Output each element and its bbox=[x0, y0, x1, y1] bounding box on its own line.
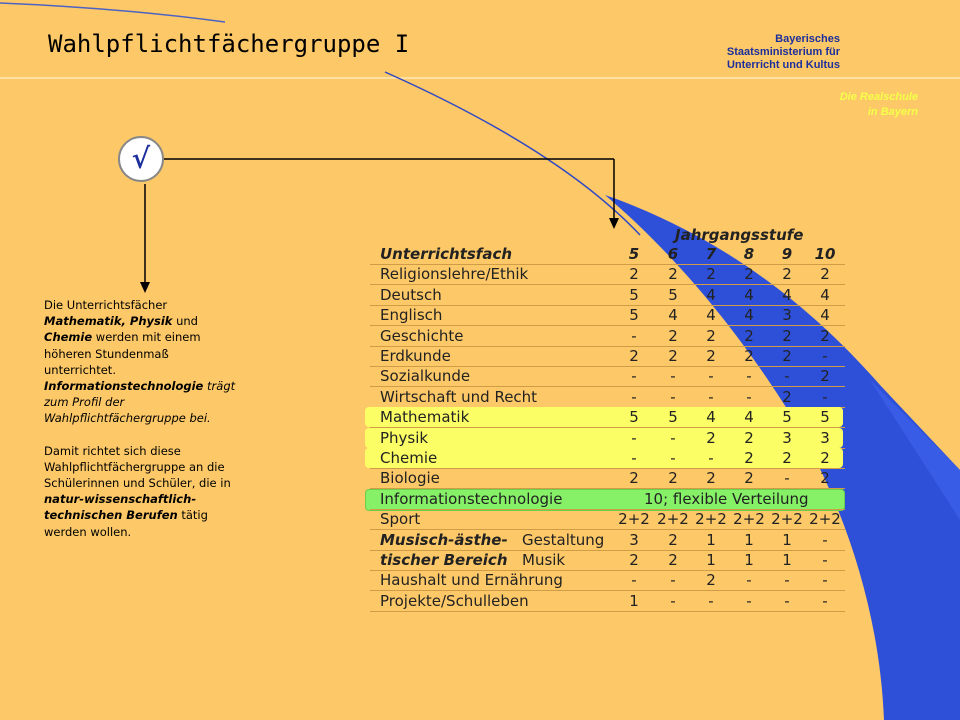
subject-name: Projekte/Schulleben bbox=[380, 591, 529, 610]
subject-name: Chemie bbox=[380, 449, 438, 467]
hours-cell: 2 bbox=[820, 265, 830, 284]
table-row bbox=[370, 448, 845, 469]
hours-cell: 2 bbox=[782, 449, 792, 467]
hours-cell: 2 bbox=[706, 469, 716, 488]
hours-cell: - bbox=[670, 449, 676, 467]
text-run: und bbox=[172, 314, 198, 329]
subject-name: Sport bbox=[380, 510, 421, 529]
hours-flexible: 10; flexible Verteilung bbox=[644, 489, 809, 508]
subject-name: tischer Bereich bbox=[380, 551, 508, 569]
hours-cell: 4 bbox=[668, 306, 678, 325]
hours-cell: - bbox=[822, 387, 828, 406]
hours-cell: 3 bbox=[820, 428, 830, 447]
hours-cell: - bbox=[670, 367, 676, 386]
table-row bbox=[370, 407, 845, 428]
hours-cell: - bbox=[631, 428, 637, 447]
grade-group-header: Jahrgangsstufe bbox=[675, 226, 804, 244]
hours-cell: 2 bbox=[668, 551, 678, 569]
text-run: natur-wissenschaftlich-technischen Berufen bbox=[44, 492, 197, 523]
hours-cell: 2+2 bbox=[695, 510, 727, 529]
hours-cell: 2 bbox=[782, 387, 792, 406]
hours-cell: 1 bbox=[744, 551, 754, 569]
hours-cell: - bbox=[631, 449, 637, 467]
hours-cell: 2 bbox=[820, 449, 830, 467]
hours-cell: - bbox=[708, 387, 714, 406]
hours-cell: 4 bbox=[744, 285, 754, 304]
table-row bbox=[370, 509, 845, 530]
hours-cell: 2 bbox=[668, 530, 678, 549]
grade-column-header: 10 bbox=[814, 245, 836, 263]
hours-cell: - bbox=[784, 469, 790, 488]
description-text bbox=[44, 297, 244, 556]
grade-column-header: 9 bbox=[781, 245, 793, 263]
hours-cell: 1 bbox=[706, 530, 716, 549]
hours-cell: 1 bbox=[744, 530, 754, 549]
text-run: Die Unterrichtsfächer bbox=[44, 298, 168, 312]
hours-cell: 1 bbox=[782, 530, 792, 549]
subject-name: Mathematik bbox=[380, 408, 470, 427]
text-run: Chemie bbox=[44, 330, 93, 345]
subject-name: Biologie bbox=[380, 469, 440, 488]
hours-cell: 2 bbox=[820, 326, 830, 345]
table-row bbox=[370, 489, 845, 510]
subject-name: Musisch-ästhe- bbox=[380, 530, 508, 549]
description-paragraph-2 bbox=[44, 443, 244, 540]
hours-cell: 5 bbox=[629, 306, 639, 325]
hours-cell: 2 bbox=[629, 265, 639, 284]
hours-cell: 4 bbox=[706, 408, 716, 427]
table-row bbox=[370, 591, 845, 612]
hours-cell: 2 bbox=[629, 347, 639, 365]
hours-cell: 2+2 bbox=[733, 510, 765, 529]
table-row bbox=[370, 570, 845, 591]
description-paragraph-1 bbox=[44, 297, 244, 427]
hours-cell: - bbox=[746, 367, 752, 386]
hours-cell: 3 bbox=[782, 428, 792, 447]
hours-cell: - bbox=[784, 591, 790, 610]
subject-name: Sozialkunde bbox=[380, 367, 471, 386]
table-row bbox=[370, 285, 845, 306]
hours-cell: 5 bbox=[668, 408, 678, 427]
hours-cell: 2 bbox=[706, 571, 716, 590]
grade-column-header: 7 bbox=[705, 245, 717, 263]
hours-cell: - bbox=[670, 571, 676, 590]
table-row bbox=[370, 366, 845, 387]
hours-cell: - bbox=[670, 591, 676, 610]
text-run: Damit richtet sich diese Wahlpflichtfächergruppe an die Schülerinnen und Schüler, die in bbox=[44, 443, 231, 491]
hours-cell: 2 bbox=[706, 265, 716, 284]
hours-cell: 5 bbox=[668, 285, 678, 304]
text-run: tätig werden wollen. bbox=[44, 508, 208, 539]
subject-name: Erdkunde bbox=[380, 347, 451, 365]
hours-cell: - bbox=[822, 591, 828, 610]
hours-cell: - bbox=[822, 530, 828, 549]
hours-cell: 2 bbox=[782, 326, 792, 345]
hours-cell: 4 bbox=[744, 306, 754, 325]
hours-cell: 4 bbox=[706, 285, 716, 304]
table-row bbox=[370, 264, 845, 285]
school-label: Die Realschule in Bayern bbox=[839, 91, 918, 118]
hours-cell: - bbox=[822, 551, 828, 569]
text-run: Informationstechnologie bbox=[44, 379, 204, 394]
subject-subcategory: Musik bbox=[522, 551, 566, 569]
hours-cell: - bbox=[784, 571, 790, 590]
hours-cell: 3 bbox=[782, 306, 792, 325]
table-row bbox=[370, 550, 845, 571]
grade-column-header: 6 bbox=[667, 245, 679, 263]
hours-cell: 5 bbox=[782, 408, 792, 427]
hours-cell: 2 bbox=[668, 326, 678, 345]
hours-cell: 2+2 bbox=[771, 510, 803, 529]
hours-cell: - bbox=[822, 571, 828, 590]
hours-cell: 4 bbox=[782, 285, 792, 304]
hours-cell: 5 bbox=[820, 408, 830, 427]
hours-cell: 2 bbox=[744, 326, 754, 345]
hours-cell: - bbox=[631, 367, 637, 386]
hours-cell: 2 bbox=[744, 265, 754, 284]
grade-column-header: 8 bbox=[743, 245, 755, 263]
hours-cell: 1 bbox=[706, 551, 716, 569]
hours-cell: - bbox=[631, 326, 637, 345]
hours-cell: 5 bbox=[629, 285, 639, 304]
table-header-row bbox=[370, 244, 845, 265]
hours-cell: - bbox=[708, 449, 714, 467]
subject-name: Haushalt und Ernährung bbox=[380, 571, 563, 590]
hours-cell: 1 bbox=[782, 551, 792, 569]
hours-cell: - bbox=[708, 367, 714, 386]
hours-cell: - bbox=[670, 428, 676, 447]
table-row bbox=[370, 326, 845, 347]
table-row bbox=[370, 387, 845, 408]
hours-cell: 2+2 bbox=[618, 510, 650, 529]
hours-cell: 4 bbox=[706, 306, 716, 325]
ministry-label: Bayerisches Staatsministerium für Unterricht und Kultus bbox=[726, 33, 840, 71]
grade-column-header: 5 bbox=[628, 245, 640, 263]
table-row bbox=[370, 305, 845, 326]
hours-cell: 2+2 bbox=[809, 510, 841, 529]
hours-cell: 2 bbox=[629, 551, 639, 569]
subject-name: Informationstechnologie bbox=[380, 489, 563, 508]
hours-cell: 2 bbox=[744, 428, 754, 447]
hours-cell: - bbox=[708, 591, 714, 610]
table-row bbox=[370, 468, 845, 489]
hours-cell: 4 bbox=[820, 306, 830, 325]
hours-cell: - bbox=[670, 387, 676, 406]
hours-cell: 4 bbox=[744, 408, 754, 427]
hours-cell: 2 bbox=[744, 449, 754, 467]
hours-cell: 2 bbox=[706, 428, 716, 447]
hours-cell: 5 bbox=[629, 408, 639, 427]
subject-name: Religionslehre/Ethik bbox=[380, 265, 529, 284]
hours-cell: 2 bbox=[629, 469, 639, 488]
table-row bbox=[370, 428, 845, 449]
hours-cell: 2 bbox=[668, 469, 678, 488]
hours-cell: - bbox=[631, 571, 637, 590]
hours-cell: 2+2 bbox=[657, 510, 689, 529]
subject-name: Geschichte bbox=[380, 326, 464, 345]
square-root-icon: √ bbox=[118, 136, 164, 182]
hours-cell: 1 bbox=[629, 591, 639, 610]
hours-cell: 2 bbox=[820, 367, 830, 386]
subject-name: Deutsch bbox=[380, 285, 442, 304]
hours-cell: 2 bbox=[668, 265, 678, 284]
hours-cell: 2 bbox=[820, 469, 830, 488]
hours-cell: 3 bbox=[629, 530, 639, 549]
hours-cell: - bbox=[784, 367, 790, 386]
text-run: werden mit einem höheren Stundenmaß unterrichtet. bbox=[44, 330, 201, 377]
hours-cell: 2 bbox=[782, 265, 792, 284]
hours-cell: - bbox=[631, 387, 637, 406]
subject-subcategory: Gestaltung bbox=[522, 530, 605, 549]
hours-cell: 2 bbox=[744, 469, 754, 488]
subject-name: Physik bbox=[380, 428, 429, 447]
hours-cell: - bbox=[746, 591, 752, 610]
text-run: Mathematik, Physik bbox=[44, 314, 173, 329]
subject-name: Wirtschaft und Recht bbox=[380, 387, 538, 406]
hours-cell: 4 bbox=[820, 285, 830, 304]
text-run: trägt zum Profil der Wahlpflichtfächergruppe bei. bbox=[44, 379, 236, 426]
hours-cell: 2 bbox=[744, 347, 754, 365]
table-row bbox=[370, 346, 845, 367]
hours-cell: - bbox=[746, 387, 752, 406]
hours-cell: - bbox=[822, 347, 828, 365]
subject-column-header: Unterrichtsfach bbox=[380, 245, 513, 263]
hours-cell: 2 bbox=[782, 347, 792, 365]
hours-cell: 2 bbox=[706, 347, 716, 365]
page-title: Wahlpflichtfächergruppe I bbox=[48, 30, 410, 58]
table-row bbox=[370, 530, 845, 551]
subject-name: Englisch bbox=[380, 306, 443, 325]
hours-cell: - bbox=[746, 571, 752, 590]
hours-cell: 2 bbox=[668, 347, 678, 365]
hours-cell: 2 bbox=[706, 326, 716, 345]
